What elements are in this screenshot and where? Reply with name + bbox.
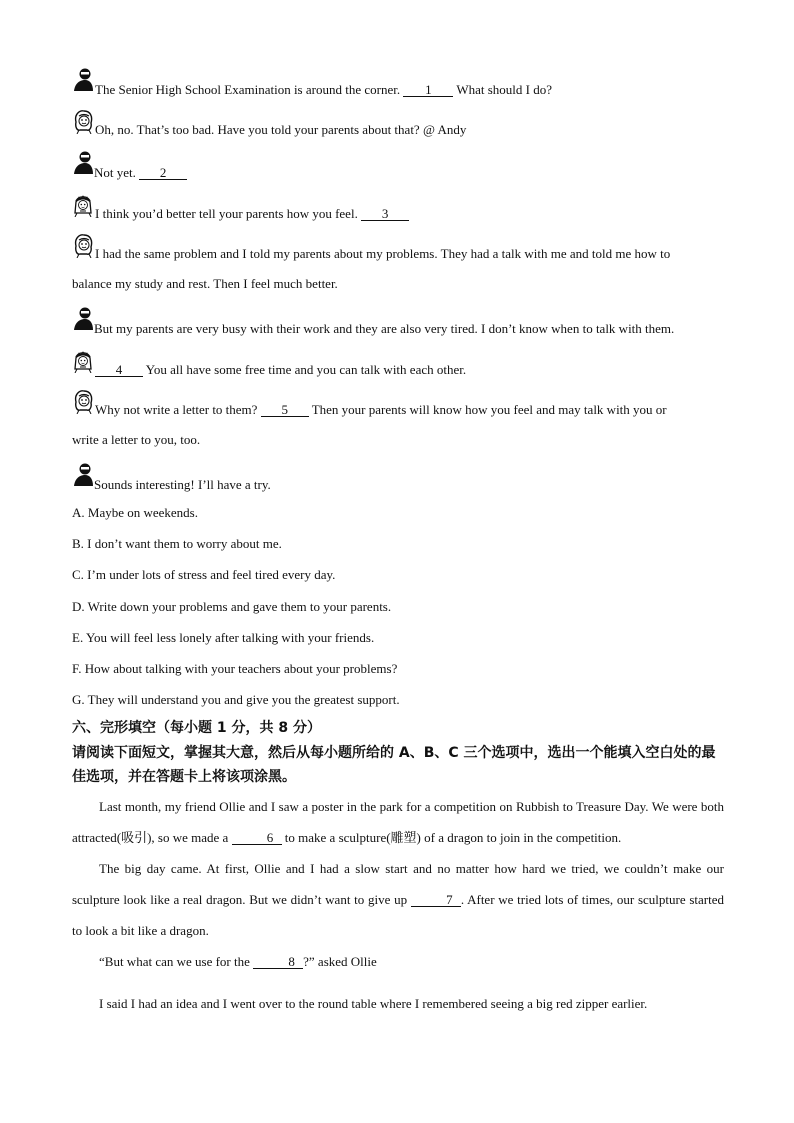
passage-text: “But what can we use for the bbox=[99, 954, 254, 969]
passage-text: Last month, my friend Ollie and I saw a poster in the park for a competition on Rubbish to Treasure Day. We were both attracted(吸引), so we made a bbox=[72, 799, 724, 845]
dialogue-line-4 bbox=[95, 206, 409, 222]
dialogue-text: What should I do? bbox=[453, 82, 553, 97]
answer-blank-5[interactable]: 5 bbox=[261, 403, 309, 417]
girl-speaker-icon bbox=[72, 193, 94, 217]
option-b: B. I don’t want them to worry about me. bbox=[72, 536, 282, 551]
passage-text: The big day came. At first, Ollie and I had a slow start and no matter how hard we tried, we couldn’t make our sculpture look like a real dragon. But we didn’t want to give up bbox=[72, 861, 724, 907]
option-c: C. I’m under lots of stress and feel tired every day. bbox=[72, 567, 336, 582]
girl-speaker-icon bbox=[72, 390, 94, 414]
dialogue-line-5-cont: balance my study and rest. Then I feel much better. bbox=[72, 276, 338, 291]
dialogue-line-7 bbox=[95, 362, 466, 378]
dialogue-text: But my parents are very busy with their work and they are also very tired. I don’t know when to talk with them. bbox=[94, 321, 675, 336]
dialogue-line-9 bbox=[94, 477, 271, 493]
dialogue-text: Why not write a letter to them? bbox=[95, 402, 261, 417]
option-e: E. You will feel less lonely after talking with your friends. bbox=[72, 630, 375, 645]
boy-speaker-icon bbox=[72, 463, 94, 487]
girl-speaker-icon bbox=[72, 110, 94, 134]
dialogue-text: Not yet. bbox=[94, 165, 140, 180]
dialogue-text: Oh, no. That’s too bad. Have you told your parents about that? @ Andy bbox=[95, 122, 467, 137]
boy-speaker-icon bbox=[72, 307, 94, 331]
section-instructions: 请阅读下面短文，掌握其大意，然后从每小题所给的 A、B、C 三个选项中，选出一个能填入空白处的最佳选项，并在答题卡上将该项涂黑。 bbox=[72, 745, 716, 785]
answer-blank-8[interactable]: 8 bbox=[253, 955, 303, 969]
option-g: G. They will understand you and give you the greatest support. bbox=[72, 692, 400, 707]
girl-speaker-icon bbox=[72, 349, 94, 373]
answer-blank-1[interactable]: 1 bbox=[403, 83, 453, 97]
boy-speaker-icon bbox=[72, 68, 94, 92]
answer-blank-6[interactable]: 6 bbox=[232, 831, 282, 845]
section-title: 六、完形填空（每小题 1 分，共 8 分） bbox=[72, 720, 321, 736]
passage-paragraph-2 bbox=[72, 853, 724, 946]
option-a: A. Maybe on weekends. bbox=[72, 505, 198, 520]
dialogue-line-8 bbox=[95, 402, 667, 418]
passage-paragraph-4: I said I had an idea and I went over to the round table where I remembered seeing a big red zipper earlier. bbox=[99, 996, 648, 1011]
dialogue-text: I think you’d better tell your parents how you feel. bbox=[95, 206, 362, 221]
answer-blank-3[interactable]: 3 bbox=[361, 207, 409, 221]
option-d: D. Write down your problems and gave them to your parents. bbox=[72, 599, 392, 614]
passage-text: to make a sculpture(雕塑) of a dragon to join in the competition. bbox=[281, 830, 622, 845]
passage-paragraph-1 bbox=[72, 791, 724, 853]
dialogue-line-8-cont: write a letter to you, too. bbox=[72, 432, 201, 447]
answer-blank-2[interactable]: 2 bbox=[139, 166, 187, 180]
girl-speaker-icon bbox=[72, 234, 94, 258]
dialogue-text: I had the same problem and I told my parents about my problems. They had a talk with me and told me how to bbox=[95, 246, 671, 261]
dialogue-line-5 bbox=[95, 246, 670, 262]
option-f: F. How about talking with your teachers about your problems? bbox=[72, 661, 398, 676]
passage-text: ?” asked Ollie bbox=[303, 954, 377, 969]
dialogue-text: You all have some free time and you can talk with each other. bbox=[143, 362, 467, 377]
answer-blank-7[interactable]: 7 bbox=[411, 893, 461, 907]
passage-text: . After we tried lots of times, our sculpture started to look a bit like a dragon. bbox=[72, 892, 724, 938]
dialogue-line-3 bbox=[94, 165, 187, 181]
dialogue-text: The Senior High School Examination is around the corner. bbox=[95, 82, 404, 97]
boy-speaker-icon bbox=[72, 151, 94, 175]
dialogue-text: Then your parents will know how you feel and may talk with you or bbox=[308, 402, 667, 417]
dialogue-line-2 bbox=[95, 122, 466, 138]
dialogue-text: Sounds interesting! I’ll have a try. bbox=[94, 477, 271, 492]
dialogue-line-1 bbox=[95, 82, 552, 98]
answer-blank-4[interactable]: 4 bbox=[95, 363, 143, 377]
dialogue-line-6 bbox=[94, 321, 674, 337]
passage-paragraph-3 bbox=[72, 946, 724, 977]
